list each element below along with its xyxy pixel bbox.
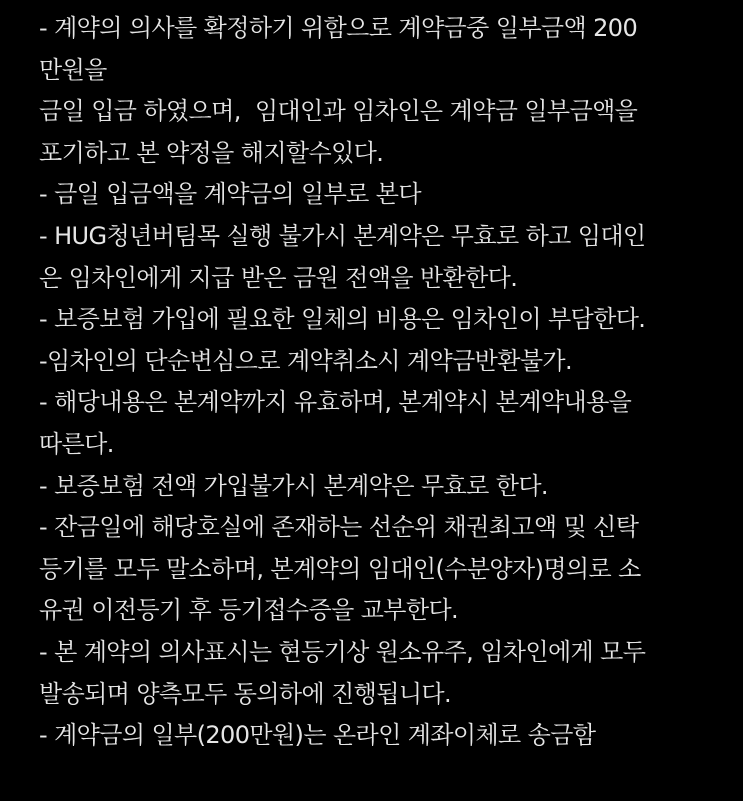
text-line-3: 금일 입금 하였으며, 임대인과 임차인은 계약금 일부금액을 bbox=[39, 97, 638, 126]
text-line-9: -임차인의 단순변심으로 계약취소시 계약금반환불가. bbox=[39, 346, 573, 375]
text-line-18: - 계약금의 일부(200만원)는 온라인 계좌이체로 송금함 bbox=[39, 721, 596, 750]
text-line-2: 만원을 bbox=[39, 55, 107, 84]
text-line-7: 은 임차인에게 지급 받은 금원 전액을 반환한다. bbox=[39, 263, 518, 292]
text-line-12: - 보증보험 전액 가입불가시 본계약은 무효로 한다. bbox=[39, 471, 548, 500]
text-line-4: 포기하고 본 약정을 해지할수있다. bbox=[39, 138, 384, 167]
text-line-10: - 해당내용은 본계약까지 유효하며, 본계약시 본계약내용을 bbox=[39, 388, 632, 417]
text-line-5: - 금일 입금액을 계약금의 일부로 본다 bbox=[39, 180, 421, 209]
text-line-6: - HUG청년버팀목 실행 불가시 본계약은 무효로 하고 임대인 bbox=[39, 221, 646, 250]
contract-terms-text bbox=[39, 8, 729, 757]
text-line-15: 유권 이전등기 후 등기접수증을 교부한다. bbox=[39, 596, 459, 625]
text-line-16: - 본 계약의 의사표시는 현등기상 원소유주, 임차인에게 모두 bbox=[39, 637, 646, 666]
text-line-1: - 계약의 의사를 확정하기 위함으로 계약금중 일부금액 200 bbox=[39, 14, 638, 42]
text-line-14: 등기를 모두 말소하며, 본계약의 임대인(수분양자)명의로 소 bbox=[39, 554, 641, 583]
text-line-17: 발송되며 양측모두 동의하에 진행됩니다. bbox=[39, 679, 452, 708]
text-line-11: 따른다. bbox=[39, 429, 114, 458]
text-line-13: - 잔금일에 해당호실에 존재하는 선순위 채권최고액 및 신탁 bbox=[39, 513, 639, 542]
text-line-8: - 보증보험 가입에 필요한 일체의 비용은 임차인이 부담한다. bbox=[39, 305, 646, 334]
